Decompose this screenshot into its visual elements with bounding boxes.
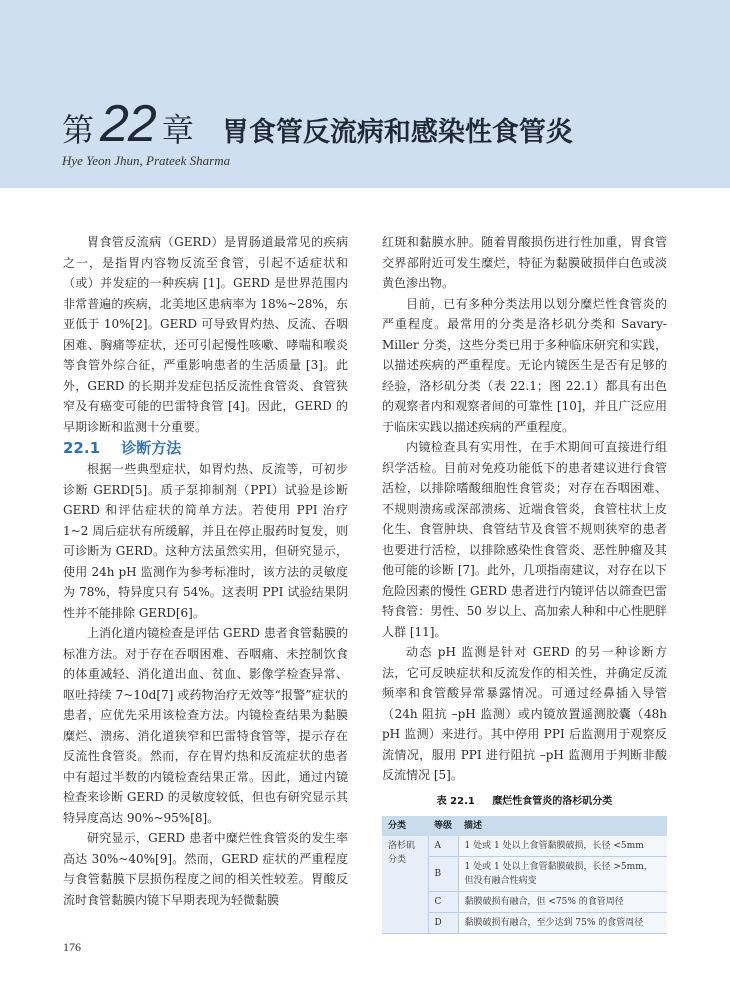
table-header-cell: 分类 [382, 816, 428, 836]
grade-cell: C [428, 891, 458, 912]
section-number: 22.1 [63, 439, 101, 457]
description-cell: 黏膜破损有融合，至少达到 75% 的食管周径 [458, 912, 667, 933]
intro-paragraph: 胃食管反流病（GERD）是胃肠道最常见的疾病之一，是指胃内容物反流至食管，引起不适症状和（或）并发症的一种疾病 [1]。GERD 是世界范围内非常普遍的疾病，北美地区患病率为 18%~28%，东亚低于 10%[2]。GERD 可导致胃灼热、反流、吞咽困难、胸痛等症状，还可引起慢性咳嗽、哮喘和喉炎等食管外综合征，严重影响患者的生活质量 [3]。此外，GERD 的长期并发症包括反流性食管炎、食管狭窄及有癌变可能的巴雷特食管 [4]。因此，GERD 的早期诊断和监测十分重要。 [63, 235, 348, 434]
chapter-prefix: 第 [62, 111, 95, 149]
description-cell: 黏膜破损有融合，但 <75% 的食管周径 [458, 891, 667, 912]
table-header-row [382, 816, 667, 836]
description-cell: 1 处或 1 处以上食管黏膜破损，长径 <5mm [458, 836, 667, 857]
table-row [382, 836, 667, 857]
left-column [63, 232, 348, 910]
grade-cell: A [428, 836, 458, 857]
body-paragraph: 上消化道内镜检查是评估 GERD 患者食管黏膜的标准方法。对于存在吞咽困难、吞咽痛、未控制饮食的体重减轻、消化道出血、贫血、影像学检查异常、呕吐持续 7~10d[7] 或药物治疗无效等“报警”症状的患者，应优先采用该检查方法。内镜检查结果为黏膜糜烂、溃疡、消化道狭窄和巴雷特食管等，提示存在反流性食管炎。然而，存在胃灼热和反流症状的患者中有超过半数的内镜检查结果正常。因此，通过内镜检查来诊断 GERD 的灵敏度较低，但也有研究显示其特异度高达 90%~95%[8]。 [63, 626, 348, 825]
chapter-heading [62, 95, 573, 153]
table-header-cell: 等级 [428, 816, 458, 836]
grade-cell: B [428, 856, 458, 891]
classification-cell: 洛杉矶分类 [382, 836, 428, 934]
description-cell: 1 处或 1 处以上食管黏膜破损，长径 >5mm，但没有融合性病变 [458, 856, 667, 891]
body-paragraph: 动态 pH 监测是针对 GERD 的另一种诊断方法，它可反映症状和反流发作的相关性，并确定反流频率和食管酸异常暴露情况。可通过经鼻插入导管（24h 阻抗 –pH 监测）或内镜放置遥测胶囊（48h pH 监测）来进行。其中停用 PPI 后监测用于观察反流情况，服用 PPI 进行阻抗 –pH 监测用于判断非酸反流情况 [5]。 [382, 645, 667, 782]
chapter-authors: Hye Yeon Jhun, Prateek Sharma [62, 153, 231, 168]
body-paragraph: 目前，已有多种分类法用以划分糜烂性食管炎的严重程度。最常用的分类是洛杉矶分类和 Savary-Miller 分类，这些分类已用于多种临床研究和实践，以描述疾病的严重程度。无论内镜医生是否有足够的经验，洛杉矶分类（表 22.1；图 22.1）都具有出色的观察者内和观察者间的可靠性 [10]，并且广泛应用于临床实践以描述疾病的严重程度。 [382, 296, 667, 434]
chapter-title: 胃食管反流病和感染性食管炎 [221, 117, 573, 148]
section-heading [63, 437, 348, 459]
table-header-cell: 描述 [458, 816, 667, 836]
chapter-suffix: 章 [161, 111, 194, 149]
chapter-number: 22 [100, 95, 156, 153]
grade-cell: D [428, 912, 458, 933]
body-paragraph: 根据一些典型症状，如胃灼热、反流等，可初步诊断 GERD[5]。质子泵抑制剂（PPI）试验是诊断 GERD 和评估症状的简单方法。若使用 PPI 治疗 1~2 周后症状有所缓解，并且在停止服药时复发，则可诊断为 GERD。这种方法虽然实用，但研究显示，使用 24h pH 监测作为参考标准时，该方法的灵敏度为 78%，特异度只有 54%。这表明 PPI 试验结果阴性并不能排除 GERD[6]。 [63, 462, 348, 620]
body-paragraph: 内镜检查具有实用性，在手术期间可直接进行组织学活检。目前对免疫功能低下的患者建议进行食管活检，以排除嗜酸细胞性食管炎；对存在吞咽困难、不规则溃疡或深部溃疡、近端食管炎，食管柱状上皮化生、食管肿块、食管结节及食管不规则狭窄的患者也要进行活检，以排除感染性食管炎、恶性肿瘤及其他可能的诊断 [7]。此外，几项指南建议，对存在以下危险因素的慢性 GERD 患者进行内镜评估以筛查巴雷特食管：男性、50 岁以上、高加索人种和中心性肥胖人群 [11]。 [382, 440, 667, 639]
body-paragraph: 研究显示，GERD 患者中糜烂性食管炎的发生率高达 30%~40%[9]。然而，GERD 症状的严重程度与食管黏膜下层损伤程度之间的相关性较差。胃酸反流时食管黏膜内镜下早期表现为轻微黏膜 [63, 831, 348, 907]
right-column [382, 232, 667, 934]
la-classification-table [382, 816, 667, 934]
body-paragraph: 红斑和黏膜水肿。随着胃酸损伤进行性加重，胃食管交界部附近可发生糜烂，特征为黏膜破损伴白色或淡黄色渗出物。 [382, 235, 667, 290]
table-title: 糜烂性食管炎的洛杉矶分类 [492, 795, 613, 807]
page-number: 176 [63, 940, 81, 954]
section-title: 诊断方法 [121, 439, 182, 457]
table-label: 表 22.1 [436, 795, 475, 807]
table-caption [382, 792, 667, 812]
